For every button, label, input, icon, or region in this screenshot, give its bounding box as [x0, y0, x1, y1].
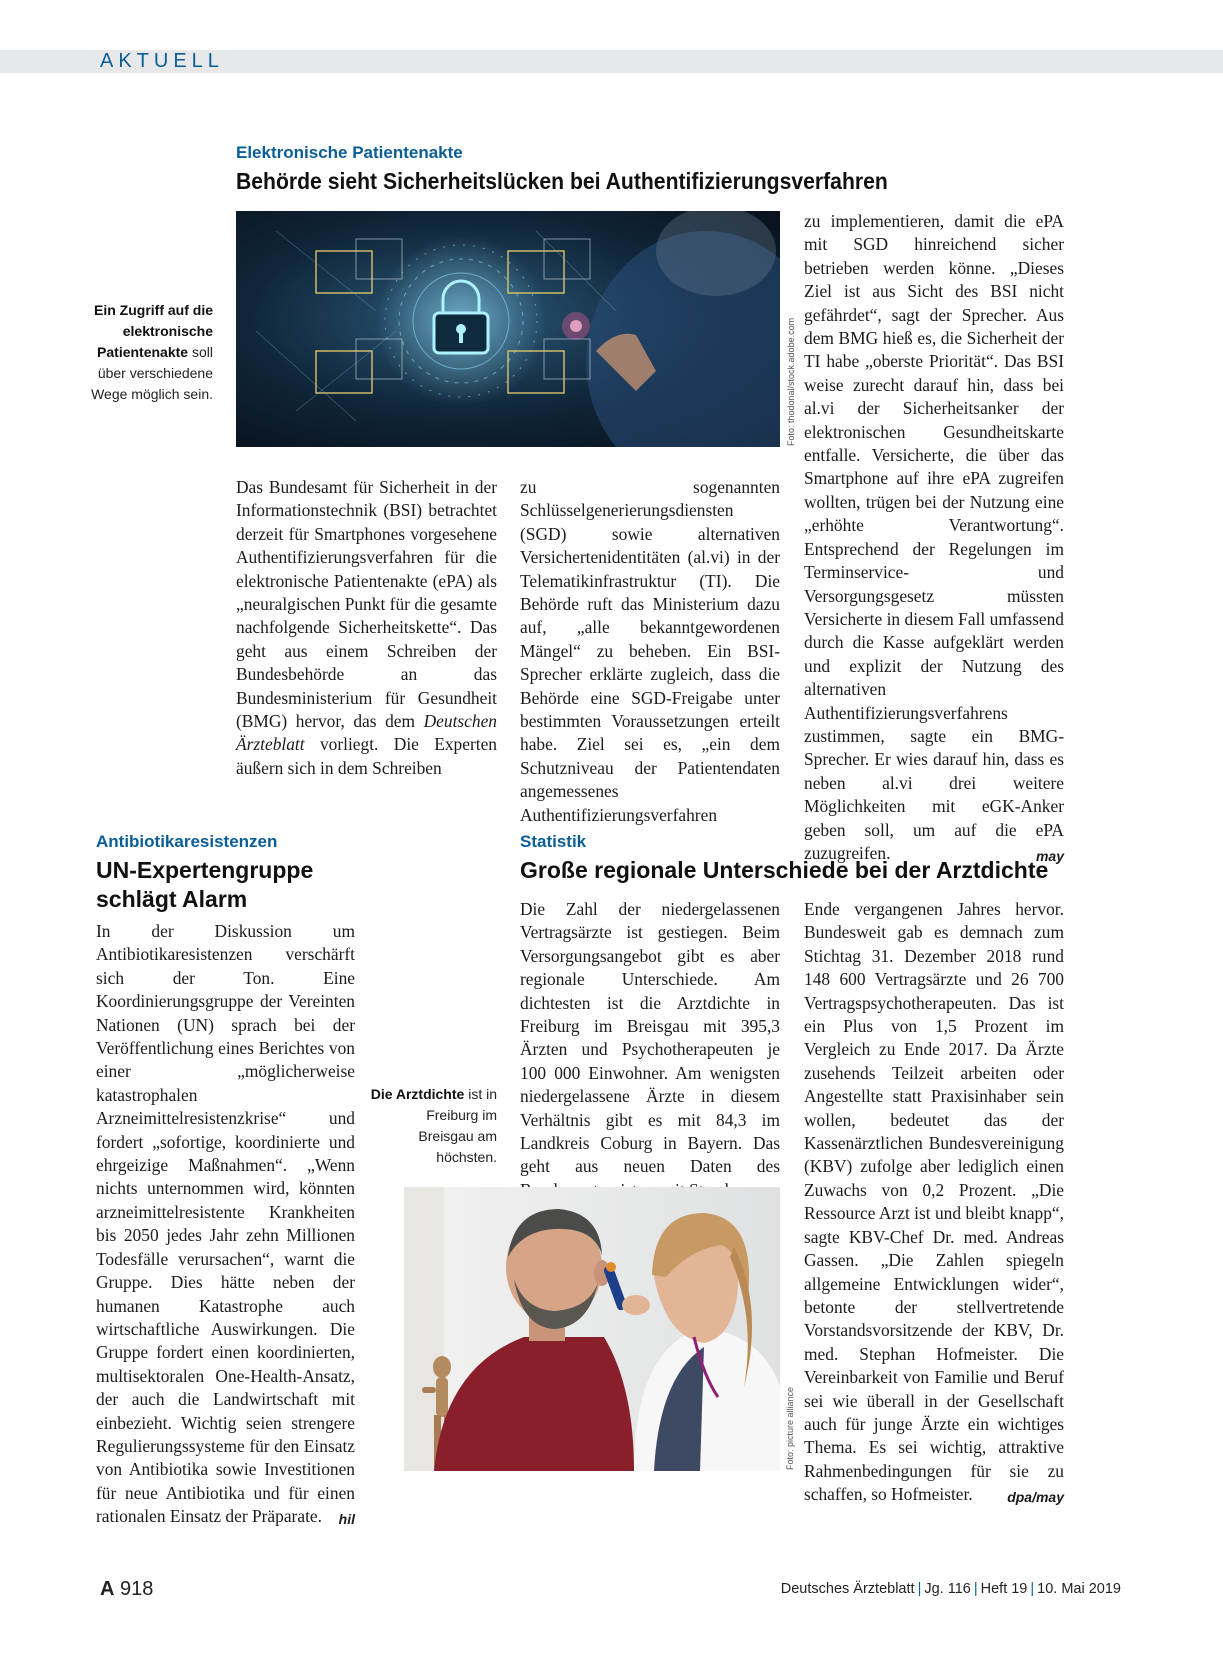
journal-name: Deutsches Ärzteblatt: [780, 1581, 915, 1597]
article3-kicker: Statistik: [520, 832, 587, 851]
article1-col1-text: Das Bundesamt für Sicherheit in der Informationstechnik (BSI) betrachtet derzeit für Smartphones vorgesehene Authentifizierungsverfahren für die elektronische Patientenakte (ePA) als „neuralgischen Punkt für die gesamte nachfolgende Sicherheitskette“. Das geht aus einem Schreiben der Bundesbehörde an das Bundesministerium für Gesundheit (BMG) hervor, das dem: [236, 477, 497, 732]
article2-body-text: In der Diskussion um Antibiotikaresistenzen verschärft sich der Ton. Eine Koordinierungsgruppe der Vereinten Nationen (UN) sprach bei der Veröffentlichung eines Berichtes von einer „möglicherweise katastrophalen Arzneimittelresistenzkrise“ und fordert „sofortige, koordinierte und ehrgeizige Maßnahmen“. „Wenn nichts unternommen wird, könnten arzneimittelresistente Krankheiten bis 2050 jedes Jahr zehn Millionen Todesfälle verursachen“, warnt die Gruppe. Dies hätte neben der humanen Katastrophe auch wirtschaftliche Auswirkungen. Die Gruppe fordert einen koordinierten, multisektoralen One-Health-Ansatz, der auch die Landwirtschaft mit einbezieht. Wichtig seien strengere Regulierungssysteme für den Einsatz von Antibiotika sowie Investitionen für neue Antibiotika und für einen rationalen Einsatz der Präparate.: [96, 921, 355, 1527]
page-number-value: 918: [120, 1578, 154, 1600]
article1-col1-italic: Deutschen Ärzteblatt: [236, 711, 497, 755]
journal-info: Deutsches Ärzteblatt | Jg. 116 | Heft 19 | 10. Mai 2019: [780, 1581, 1121, 1597]
article3-caption: [370, 1084, 497, 1168]
article1-headline: Behörde sieht Sicherheitslücken bei Authentifizierungsverfahren: [236, 168, 888, 194]
security-lock-illustration: [236, 211, 780, 447]
doctor-patient-photo: [404, 1187, 780, 1471]
journal-issue: Heft 19: [980, 1581, 1028, 1597]
article1-col3-text: zu implementieren, damit die ePA mit SGD hinreichend sicher betrieben werden könne. „Dieses Ziel ist aus Sicht des BSI nicht gefährdet“, sagt der Sprecher. Aus dem BMG hieß es, die Sicherheit der TI habe „oberste Priorität“. Das BSI weise zurecht darauf hin, dass bei al.vi der Sicherheitsanker der elektronischen Gesundheitskarte entfalle. Versicherte, die über das Smartphone auf ihre ePA zugreifen wollten, trügen bei der Nutzung eine „erhöhte Verantwortung“. Entsprechend der Regelungen im Terminservice- und Versorgungsgesetz müssten Versicherte in diesem Fall umfassend durch die Kasse aufgeklärt werden und explizit der Nutzung des alternativen Authentifizierungsverfahrens zustimmen, sagte ein BMG-Sprecher. Er wies darauf hin, dass es neben al.vi drei weitere Möglichkeiten mit eGK-Anker geben soll, um auf die ePA zuzugreifen.: [804, 211, 1064, 863]
article3-photo-credit: Foto: picture alliance: [785, 1386, 795, 1470]
article3-column-2: [804, 898, 1064, 1510]
article2-signature: hil: [338, 1511, 355, 1528]
article1-caption-bold: Ein Zugriff auf die elektronische Patientenakte: [94, 302, 213, 360]
article1-col1-end: vorliegt. Die Experten äußern sich in dem Schreiben: [236, 734, 497, 778]
article2-headline: UN-Expertengruppe schlägt Alarm: [96, 857, 314, 912]
article1-photo-credit: Foto: thodonal/stock.adobe.com: [786, 317, 796, 446]
article1-col2-text: zu sogenannten Schlüsselgenerierungsdiensten (SGD) sowie alternativen Versichertenidentitäten (al.vi) in der Telematikinfrastruktur (TI). Die Behörde ruft das Ministerium dazu auf, „alle bekanntgewordenen Mängel“ zu beheben. Ein BSI-Sprecher erklärte zugleich, dass die Behörde eine SGD-Freigabe unter bestimmten Voraussetzungen erteilt habe. Ziel sei es, „ein dem Schutzniveau der Patientendaten angemessenes Authentifizierungsverfahren: [520, 477, 780, 825]
article3-signature: dpa/may: [1007, 1489, 1064, 1506]
journal-volume: Jg. 116: [924, 1581, 971, 1597]
article1-caption-rest: soll über verschiedene Wege möglich sein.: [91, 344, 213, 402]
article2-kicker: Antibiotikaresistenzen: [96, 832, 278, 851]
article1-caption: [80, 300, 213, 405]
article1-signature: may: [1035, 847, 1064, 864]
article3-headline: Große regionale Unterschiede bei der Arztdichte: [520, 857, 1049, 883]
article3-col1-text: Die Zahl der niedergelassenen Vertragsärzte ist gestiegen. Beim Versorgungsangebot gibt es aber regionale Unterschiede. Am dichtesten ist die Arztdichte in Freiburg im Breisgau mit 395,3 Ärzten und Psychotherapeuten je 100 000 Einwohner. Am wenigsten niedergelassene Ärzte in diesem Verhältnis gibt es mit 84,3 im Landkreis Coburg in Bayern. Das geht aus neuen Daten des: [520, 899, 780, 1177]
article3-caption-rest: ist in Freiburg im Breisgau am höchsten.: [418, 1086, 497, 1165]
article3-photo-ear-examination: [404, 1187, 780, 1471]
article1-column-2: [520, 476, 780, 827]
article1-kicker: Elektronische Patientenakte: [236, 143, 463, 162]
journal-date: 10. Mai 2019: [1037, 1581, 1121, 1597]
article1-photo-security-lock: [236, 211, 780, 447]
article3-caption-bold: Die Arztdichte: [370, 1086, 465, 1102]
article1-column-1: [236, 476, 497, 780]
page-number: [100, 1578, 153, 1601]
article2-body: [96, 920, 355, 1532]
section-label: AKTUELL: [100, 50, 224, 72]
article1-column-3: [804, 210, 1064, 868]
article3-col2-text: Ende vergangenen Jahres hervor. Bundesweit gab es demnach zum Stichtag 31. Dezember 2018 rund 148 600 Vertragsärzte und 26 700 Vertragspsychotherapeuten. Das ist ein Plus von 1,5 Prozent im Vergleich zu Ende 2017. Da Ärzte zusehends Teilzeit arbeiten oder Angestellte statt Praxisinhaber sein wollen, bedeutet das der Kassenärztlichen Bundesvereinigung (KBV) zufolge aber lediglich einen Zuwachs von 0,2 Prozent. „Die Ressource Arzt ist und bleibt knapp“, sagte KBV-Chef Dr. med. Andreas Gassen. „Die Zahlen spiegeln allgemeine Entwicklungen wider“, betonte der stellvertretende Vorstandsvorsitzende der KBV, Dr. med. Stephan Hofmeister. Die Vereinbarkeit von Familie und Beruf sei wie überall in der Gesellschaft auch für junge Ärzte ein wichtiges Thema. Es sei wichtig, attraktive Rahmenbedingungen für sie zu schaffen, so Hofmeister.: [804, 899, 1064, 1505]
page-prefix: A: [100, 1578, 115, 1600]
article3-column-1: [520, 898, 780, 1202]
